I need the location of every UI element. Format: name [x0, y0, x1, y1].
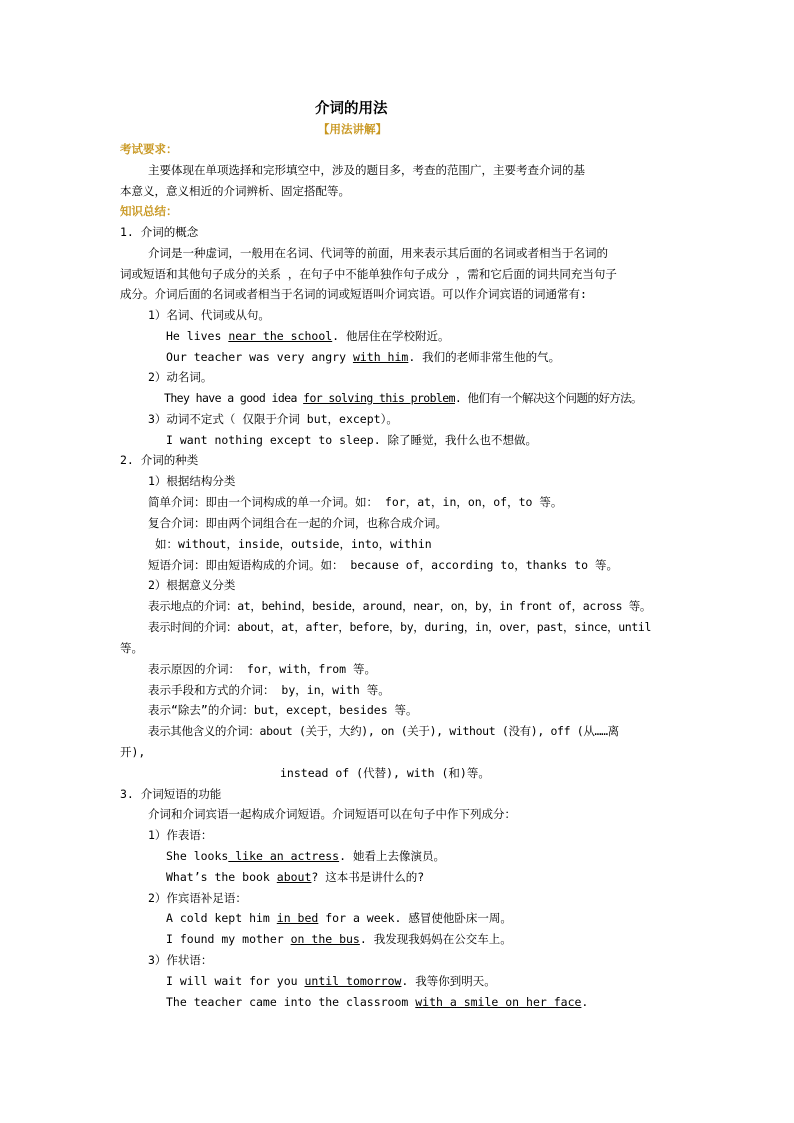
other-prepositions-line-1: 表示其他含义的介词：about (关于，大约), on (关于), without (没有), off (从……离: [148, 724, 619, 738]
example-sentence: The teacher came into the classroom with a smile on her face.: [166, 995, 589, 1009]
example-sentence: She looks like an actress. 她看上去像演员。: [166, 849, 445, 863]
example-sentence: He lives near the school. 他居住在学校附近。: [166, 329, 450, 343]
example-sentence: I will wait for you until tomorrow. 我等你到明天。: [166, 974, 496, 988]
example-sentence: A cold kept him in bed for a week. 感冒使他卧床一周。: [166, 911, 512, 925]
compound-preposition-text: 复合介词：即由两个词组合在一起的介词，也称合成介词。: [148, 516, 447, 530]
example-sentence: They have a good idea for solving this problem. 他们有一个解决这个问题的好方法。: [164, 391, 642, 405]
section1-item-2: 2）动名词。: [148, 370, 213, 384]
section3-intro: 介词和介词宾语一起构成介词短语。介词短语可以在句子中作下列成分：: [148, 807, 516, 821]
example-sentence: I want nothing except to sleep. 除了睡觉，我什么也不想做。: [166, 433, 538, 447]
section3-item-1: 1）作表语：: [148, 828, 213, 842]
section3-item-3: 3）作状语：: [148, 953, 213, 967]
exam-requirements-text-1: 主要体现在单项选择和完形填空中，涉及的题目多，考查的范围广，主要考查介词的基: [148, 163, 585, 177]
section1-item-3: 3）动词不定式（ 仅限于介词 but，except）。: [148, 412, 398, 426]
section1-paragraph-2: 词或短语和其他句子成分的关系 ，在句子中不能单独作句子成分 ，需和它后面的词共同充当句子: [120, 267, 617, 281]
section2-sub-2: 2）根据意义分类: [148, 578, 236, 592]
place-prepositions: 表示地点的介词：at，behind，beside，around，near，on，by，in front of，across 等。: [148, 599, 652, 613]
example-sentence: What’s the book about? 这本书是讲什么的?: [166, 870, 425, 884]
time-prepositions-line-2: 等。: [120, 641, 143, 655]
means-prepositions: 表示手段和方式的介词： by，in，with 等。: [148, 683, 390, 697]
section1-paragraph-3: 成分。介词后面的名词或者相当于名词的词或短语叫介词宾语。可以作介词宾语的词通常有:: [120, 287, 587, 301]
example-sentence: I found my mother on the bus. 我发现我妈妈在公交车上。: [166, 932, 512, 946]
exam-requirements-text-2: 本意义，意义相近的介词辨析、固定搭配等。: [120, 184, 350, 198]
page-title: 介词的用法: [315, 101, 388, 117]
except-prepositions: 表示“除去”的介词：but，except，besides 等。: [148, 703, 418, 717]
section1-item-1: 1）名词、代词或从句。: [148, 308, 270, 322]
summary-heading: 知识总结：: [120, 204, 178, 218]
simple-preposition-text: 简单介词：即由一个词构成的单一介词。如： for，at，in，on，of，to 等。: [148, 495, 563, 509]
example-sentence: Our teacher was very angry with him. 我们的老师非常生他的气。: [166, 350, 561, 364]
other-prepositions-line-2: 开),: [120, 745, 146, 759]
page-subtitle: 【用法讲解】: [318, 122, 387, 136]
section3-item-2: 2）作宾语补足语：: [148, 891, 247, 905]
phrase-preposition-text: 短语介词：即由短语构成的介词。如： because of，according to，thanks to 等。: [148, 558, 618, 572]
reason-prepositions: 表示原因的介词： for，with，from 等。: [148, 662, 377, 676]
other-prepositions-line-3: instead of (代替), with (和)等。: [280, 766, 490, 780]
exam-requirements-heading: 考试要求：: [120, 142, 178, 156]
section2-heading: 2. 介词的种类: [120, 453, 199, 467]
section1-paragraph-1: 介词是一种虚词，一般用在名词、代词等的前面，用来表示其后面的名词或者相当于名词的: [148, 246, 608, 260]
time-prepositions-line-1: 表示时间的介词：about，at，after，before，by，during，in，over，past，since，until: [148, 620, 652, 634]
section3-heading: 3. 介词短语的功能: [120, 787, 222, 801]
section2-sub-1: 1）根据结构分类: [148, 474, 236, 488]
section1-heading: 1. 介词的概念: [120, 225, 199, 239]
compound-preposition-examples: 如：without，inside，outside，into，within: [155, 537, 432, 551]
